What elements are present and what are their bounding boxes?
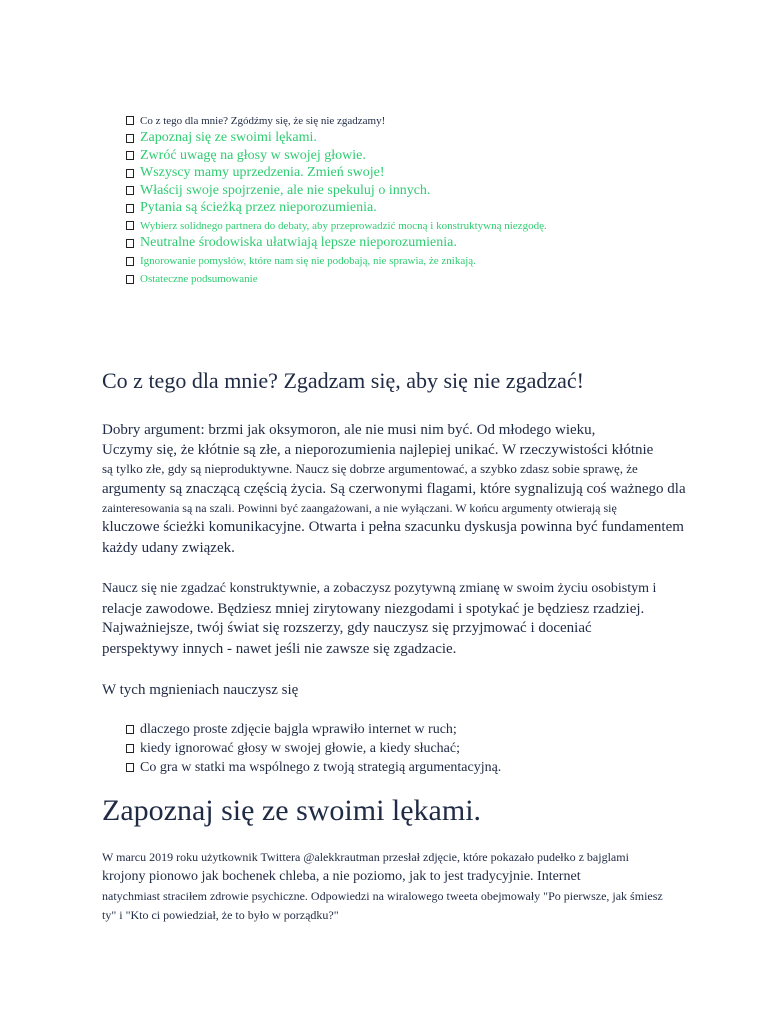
toc-item-environments[interactable] [126,234,547,252]
checkbox-icon [126,204,134,213]
toc-item-biases[interactable] [126,164,547,182]
toc-label: Wszyscy mamy uprzedzenia. Zmień swoje! [140,165,385,180]
toc-item-ignoring[interactable] [126,252,547,270]
toc-label: Ostateczne podsumowanie [140,273,258,285]
toc-label: Pytania są ścieżką przez nieporozumienia. [140,200,377,215]
list-item [126,758,501,777]
checkbox-icon [126,151,134,160]
toc-item-summary[interactable] [126,270,547,288]
paragraph-line: argumenty są znaczącą częścią życia. Są czerwonymi flagami, które sygnalizują coś ważnego dla [102,481,686,497]
paragraph-line: kluczowe ścieżki komunikacyjne. Otwarta i pełna szacunku dyskusja powinna być fundamentem [102,519,684,535]
paragraph-line: zainteresowania są na szali. Powinni być zaangażowani, a nie wyłączani. W końcu argumenty otwierają się [102,501,617,515]
toc-label: Zapoznaj się ze swoimi lękami. [140,130,317,145]
toc-item-partner[interactable] [126,217,547,234]
checkbox-icon [126,725,134,734]
toc-item-questions[interactable] [126,199,547,217]
checkbox-icon [126,116,134,125]
paragraph-line: Naucz się nie zgadzać konstruktywnie, a zobaczysz pozytywną zmianę w swoim życiu osobistym i [102,581,657,596]
checkbox-icon [126,239,134,248]
checkbox-icon [126,275,134,284]
checkbox-icon [126,169,134,178]
paragraph-line: Najważniejsze, twój świat się rozszerzy, gdy nauczysz się przyjmować i doceniać [102,620,592,636]
toc-item-whats-in-it[interactable] [126,112,547,129]
learn-bullet-list [126,720,501,777]
toc-label: Właścij swoje spojrzenie, ale nie spekuluj o innych. [140,182,431,198]
list-item-text: kiedy ignorować głosy w swojej głowie, a kiedy słuchać; [140,740,460,756]
paragraph-line: W marcu 2019 roku użytkownik Twittera @alekkrautman przesłał zdjęcie, które pokazało pudełko z bajglami [102,850,629,864]
checkbox-icon [126,186,134,195]
checkbox-icon [126,744,134,753]
paragraph-line: ty" i "Kto ci powiedział, że to było w porządku?" [102,908,339,922]
learn-intro: W tych mgnieniach nauczysz się [102,682,299,698]
toc-item-fears[interactable] [126,129,547,147]
paragraph-line: natychmiast straciłem zdrowie psychiczne. Odpowiedzi na wiralowego tweeta obejmowały "Po pierwsze, jak śmiesz [102,889,663,903]
toc-label: Neutralne środowiska ułatwiają lepsze nieporozumienia. [140,235,457,250]
paragraph-line: każdy udany związek. [102,540,235,556]
list-item [126,720,501,739]
toc-label: Co z tego dla mnie? Zgódźmy się, że się nie zgadzamy! [140,114,386,127]
toc-label: Wybierz solidnego partnera do debaty, aby przeprowadzić mocną i konstruktywną niezgodę. [140,219,547,232]
table-of-contents [126,112,547,288]
section-heading: Co z tego dla mnie? Zgadzam się, aby się nie zgadzać! [102,368,584,393]
paragraph-line: perspektywy innych - nawet jeśli nie zawsze się zgadzacie. [102,641,457,657]
toc-label: Zwróć uwagę na głosy w swojej głowie. [140,147,366,163]
list-item-text: dlaczego proste zdjęcie bajgla wprawiło internet w ruch; [140,721,457,737]
checkbox-icon [126,257,134,266]
paragraph-line: krojony pionowo jak bochenek chleba, a nie poziomo, jak to jest tradycyjnie. Internet [102,869,581,884]
paragraph-line: Dobry argument: brzmi jak oksymoron, ale nie musi nim być. Od młodego wieku, [102,422,596,438]
toc-item-voices[interactable] [126,147,547,164]
paragraph-line: relacje zawodowe. Będziesz mniej zirytowany niezgodami i spotykać je będziesz rzadziej. [102,601,645,617]
checkbox-icon [126,763,134,772]
paragraph-line: Uczymy się, że kłótnie są złe, a nieporozumienia najlepiej unikać. W rzeczywistości kłótnie [102,442,654,458]
list-item [126,739,501,758]
checkbox-icon [126,221,134,230]
checkbox-icon [126,134,134,143]
toc-item-own-view[interactable] [126,182,547,199]
chapter-heading: Zapoznaj się ze swoimi lękami. [102,794,482,827]
toc-label: Ignorowanie pomysłów, które nam się nie podobają, nie sprawia, że znikają. [140,255,476,267]
list-item-text: Co gra w statki ma wspólnego z twoją strategią argumentacyjną. [140,759,502,775]
paragraph-line: są tylko złe, gdy są nieproduktywne. Naucz się dobrze argumentować, a szybko zdasz sobie sprawę, że [102,461,638,476]
